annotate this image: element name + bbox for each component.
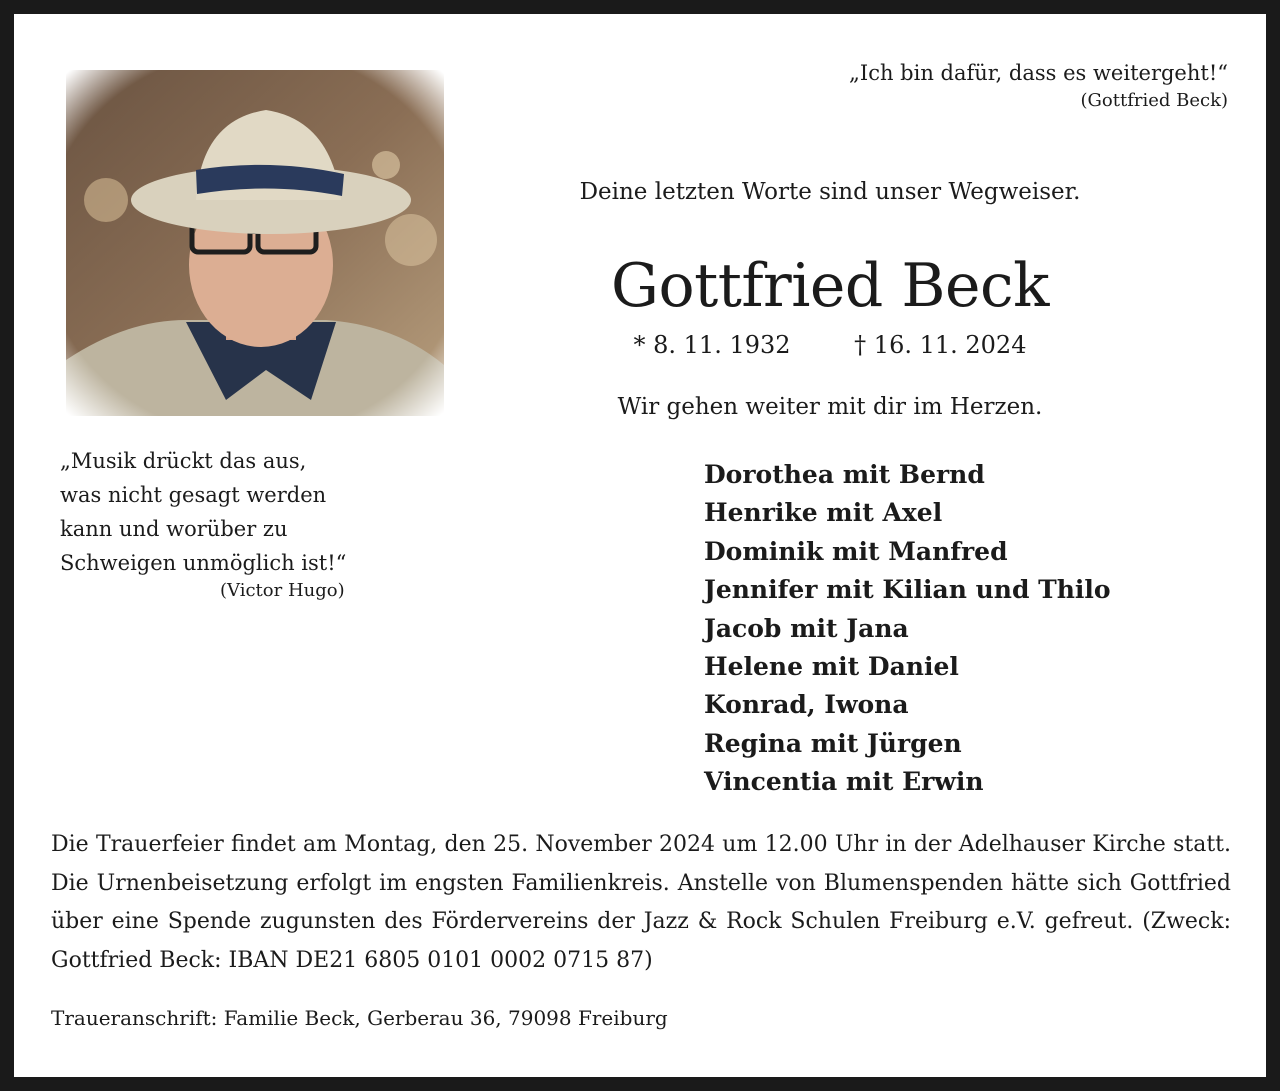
mourner-item: Regina mit Jürgen xyxy=(704,728,962,758)
mourner-item: Jennifer mit Kilian und Thilo xyxy=(704,575,1111,605)
quote-top xyxy=(849,58,1228,114)
quote-left-attribution: (Victor Hugo) xyxy=(220,580,345,601)
mourning-address: Traueranschrift: Familie Beck, Gerberau 36, 79098 Freiburg xyxy=(51,1006,668,1030)
mourner-item: Helene mit Daniel xyxy=(704,652,959,682)
portrait-photo-icon xyxy=(66,70,444,416)
quote-left-line: was nicht gesagt werden xyxy=(60,483,327,507)
deceased-name: Gottfried Beck xyxy=(611,251,1049,321)
obituary-notice xyxy=(14,14,1266,1077)
mourners-list xyxy=(704,456,1111,802)
mourner-item: Konrad, Iwona xyxy=(704,690,909,720)
mourner-item: Henrike mit Axel xyxy=(704,498,943,528)
motto: Wir gehen weiter mit dir im Herzen. xyxy=(617,394,1043,420)
mourner-item: Dominik mit Manfred xyxy=(704,536,1008,566)
life-dates xyxy=(534,331,1126,359)
subtitle: Deine letzten Worte sind unser Wegweiser. xyxy=(579,179,1081,205)
quote-top-attribution: (Gottfried Beck) xyxy=(1080,90,1228,111)
quote-left-line: „Musik drückt das aus, xyxy=(60,449,307,473)
quote-left xyxy=(60,444,346,604)
death-date: † 16. 11. 2024 xyxy=(854,331,1027,359)
birth-date: * 8. 11. 1932 xyxy=(633,331,791,359)
mourner-item: Vincentia mit Erwin xyxy=(704,767,984,797)
quote-left-line: kann und worüber zu xyxy=(60,517,288,541)
mourner-item: Jacob mit Jana xyxy=(704,613,909,643)
quote-top-text: „Ich bin dafür, dass es weitergeht!“ xyxy=(849,61,1228,85)
service-text: Die Trauerfeier findet am Montag, den 25. November 2024 um 12.00 Uhr in der Adelhauser Kirche statt. Die Urnenbeisetzung erfolgt im engsten Familienkreis. Anstelle von Blumenspenden hätte sich Gottfried über eine Spende zugunsten des Fördervereins der Jazz & Rock Schulen Freiburg e.V. gefreut. (Zweck: Gottfried Beck: IBAN DE21 6805 0101 0002 0715 87) xyxy=(51,832,1231,973)
mourner-item: Dorothea mit Bernd xyxy=(704,460,985,489)
quote-left-line: Schweigen unmöglich ist!“ xyxy=(60,551,347,575)
